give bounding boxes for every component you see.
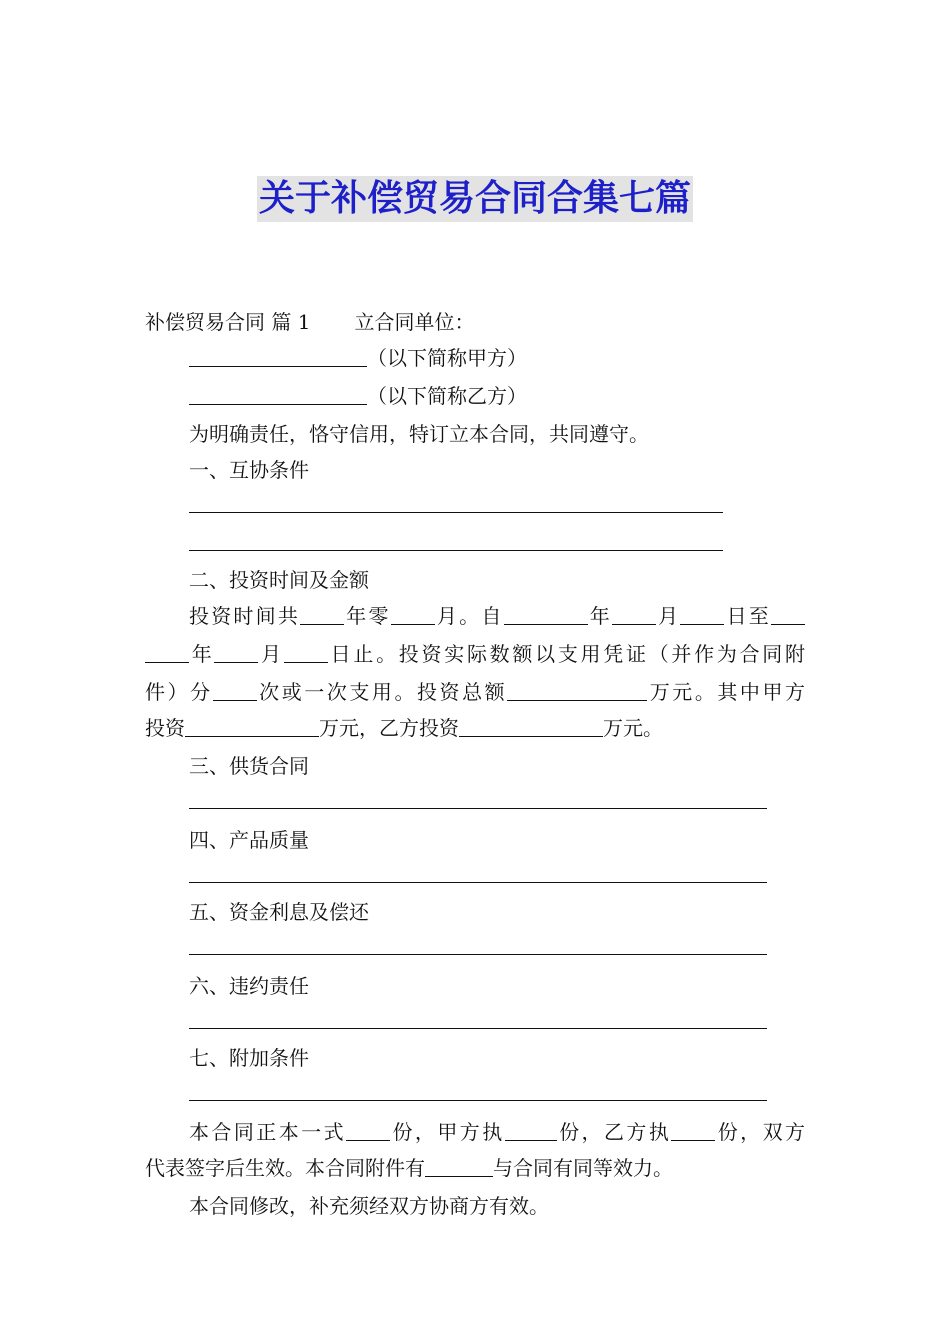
investment-line-2: 年 月 日止。投资实际数额以支用凭证（并作为合同附 [145,640,805,668]
section-1-blank-1 [189,512,723,513]
party-a-line [189,344,527,372]
section-6-blank [189,1028,767,1029]
investment-line-3: 件）分 次或一次支用。投资总额 万元。其中甲方 [145,680,806,704]
party-b-label: （以下简称乙方） [367,384,527,408]
section-7-heading: 七、附加条件 [189,1046,309,1070]
party-a-blank [189,346,367,367]
section-5-heading: 五、资金利息及偿还 [189,900,369,924]
section-3-heading: 三、供货合同 [189,754,309,778]
intro-text: 为明确责任，恪守信用，特订立本合同，共同遵守。 [189,422,649,446]
investment-line-1: 投资时间共 年零 月。自 年 月 日至 [189,602,805,630]
units-label: 立合同单位： [354,310,475,334]
document-title: 关于补偿贸易合同合集七篇 [257,176,693,222]
section-3-blank [189,808,767,809]
party-b-blank [189,384,367,405]
title-block [0,176,950,222]
party-b-line [189,382,527,410]
section-2-heading: 二、投资时间及金额 [189,568,369,592]
amendment-text: 本合同修改，补充须经双方协商方有效。 [189,1194,549,1218]
section-4-heading: 四、产品质量 [189,828,309,852]
article-label: 补偿贸易合同 篇 1 [145,310,311,334]
section-7-blank [189,1100,767,1101]
party-a-label: （以下简称甲方） [367,346,527,370]
section-1-heading: 一、互协条件 [189,458,309,482]
investment-line-4: 投资 万元，乙方投资 万元。 [145,716,663,740]
copies-line-1: 本合同正本一式 份，甲方执 份，乙方执 份，双方 [189,1120,806,1144]
section-5-blank [189,954,767,955]
section-1-blank-2 [189,550,723,551]
section-6-heading: 六、违约责任 [189,974,309,998]
section-4-blank [189,882,767,883]
copies-line-2: 代表签字后生效。本合同附件有 与合同有同等效力。 [145,1156,673,1180]
header-line [145,308,474,336]
